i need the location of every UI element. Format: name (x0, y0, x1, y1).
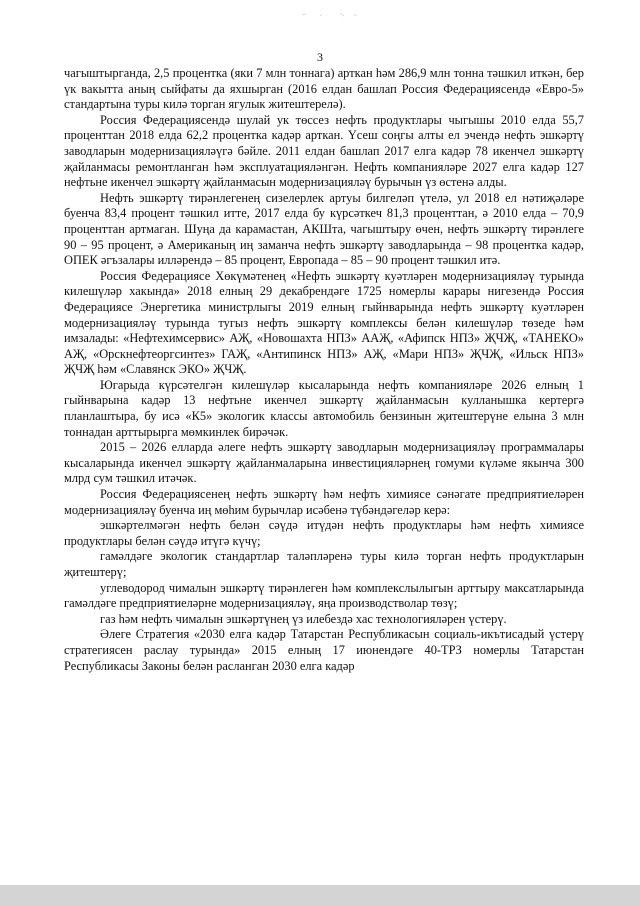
page-number: 3 (317, 50, 323, 64)
list-item-4: газ һәм нефть чималын эшкәртүнең үз илебездә хас технологияләрен үстерү. (100, 611, 507, 626)
paragraph-3: Нефть эшкәртү тирәнлегенең сизелерлек артуы билгеләп үтелә, ул 2018 ел нәтиҗәләре буенча 83,4 процент тәшкил итте, 2017 елда бу күрсәткеч 81,3 проценттан, ә 2010 елда – 70,9 проценттан артмаган. Шуңа да карамастан, АКШта, чагыштыру өчен, нефть эшкәртү тирәнлеге 90 – 95 процент, ә Американың иң заманча нефть эшкәртү заводларында – 98 процентка кадәр, ОПЕК әгъзалары илләрендә – 85 процент, Европада – 85 – 90 процент тәшкил итә. (64, 190, 584, 268)
list-item-2: гамәлдәге экологик стандартлар таләпләренә туры килә торган нефть продуктларын җитештерү; (64, 549, 584, 579)
document-body (64, 66, 584, 674)
paragraph-4: Россия Федерациясе Хөкүмәтенең «Нефть эшкәртү куәтләрен модернизацияләү турында килешүләр хакында» 2018 елның 29 декабрендәге 1725 номерлы карары нигезендә Россия Федерациясе Энергетика министрлыгы 2019 елның гыйнварында нефть эшкәртү куәтләрен модернизацияләү турында тугыз нефть эшкәртү комплексы белән килешүләр төзеде һәм имзалады: «Нефтехимсервис» АҖ, «Новошахта НПЗ» ААҖ, «Афипск НПЗ» ҖЧҖ, «ТАНЕКО» АҖ, «Орскнефтеоргсинтез» ГАҖ, «Антипинск НПЗ» АҖ, «Мари НПЗ» ҖЧҖ, «Ильск НПЗ» ҖЧҖ һәм «Славянск ЭКО» ҖЧҖ. (64, 268, 584, 377)
paragraph-7: Россия Федерациясенең нефть эшкәртү һәм нефть химиясе сәнәгате предприятиеләрен модернизацияләү буенча иң мөһим бурычлар исәбенә түбәндәгеләр керә: (64, 487, 584, 517)
paragraph-8: Әлеге Стратегия «2030 елга кадәр Татарстан Республикасын социаль-икътисадый үстерү стратегиясен раслау турында» 2015 елның 17 июнендәге 40-ТРЗ номерлы Татарстан Республикасы Законы белән расланган 2030 елга кадәр (64, 627, 584, 673)
paragraph-2: Россия Федерациясендә шулай ук төссез нефть продуктлары чыгышы 2010 елда 55,7 проценттан 2018 елда 62,2 процентка кадәр арткан. Үсеш соңгы алты ел эчендә нефть эшкәртү заводларын модернизацияләүгә бәйле. 2011 елдан башлап 2017 елга кадәр 78 икенчел эшкәртү җайланмасы ремонтланган һәм эксплуатацияләнгән. Нефть компанияләре 2027 елга кадәр 127 нефтьне икенчел эшкәртү җайланмасын модернизацияләү бурычын үз өстенә алды. (64, 112, 584, 190)
scan-bottom-edge (0, 885, 640, 905)
scan-artifact (300, 6, 360, 14)
paragraph-6: 2015 – 2026 елларда әлеге нефть эшкәртү заводларын модернизацияләү программалары кысаларында икенчел эшкәртү җайланмаларына инвестицияләрнең гомуми күләме якынча 300 млрд сум тәшкил итәчәк. (64, 440, 584, 486)
list-item-1: эшкәртелмәгән нефть белән сәүдә итүдән нефть продуктлары һәм нефть химиясе продуктлары белән сәүдә итүгә күчү; (64, 518, 584, 548)
paragraph-1: чагыштырганда, 2,5 процентка (яки 7 млн тоннага) арткан һәм 286,9 млн тонна тәшкил иткән, бер үк вакытта аның сыйфаты да яхшырган (2016 елдан башлап Россия Федерациясендә «Евро-5» стандартына туры килә торган ягулык житештерелә). (64, 66, 584, 112)
paragraph-5: Югарыда күрсәтелгән килешүләр кысаларында нефть компанияләре 2026 елның 1 гыйнварына кадәр 13 нефтьне икенчел эшкәртү җайланмасын кулланышка кертергә планлаштыра, бу исә «К5» экологик классы автомобиль бензинын җитештерүне елына 3 млн тоннадан арттырырга мөмкинлек бирәчәк. (64, 377, 584, 439)
list-item-3: углеводород чималын эшкәртү тирәнлеген һәм комплекслылыгын арттыру максатларында гамәлдәге предприятиеләрне модернизацияләү, яңа производстволар төзү; (64, 580, 584, 611)
